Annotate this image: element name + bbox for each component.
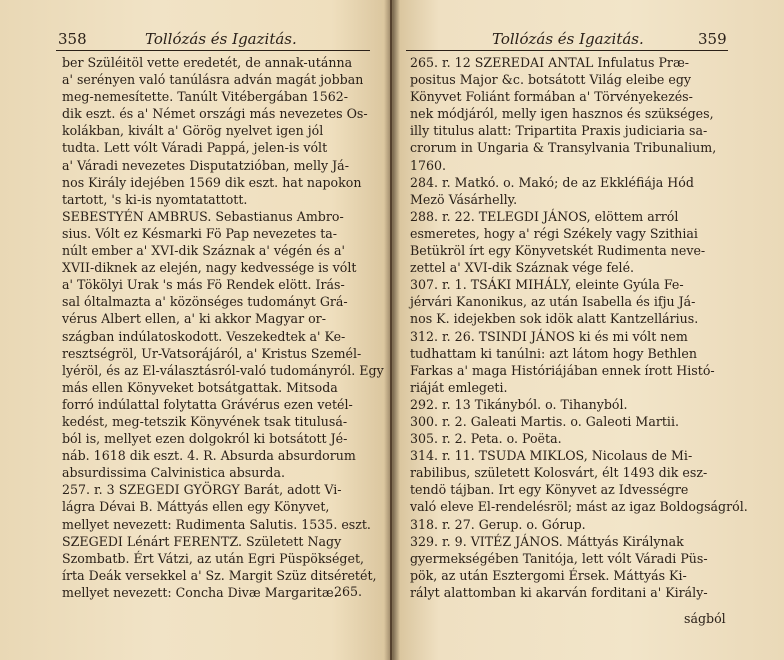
- text-line: forró indúlattal folytatta Grávérus ezen vetél-: [62, 396, 353, 412]
- text-line: SEBESTYÉN AMBRUS. Sebastianus Ambro-: [62, 208, 344, 224]
- text-line: 307. r. 1. TSÁKI MIHÁLY, eleinte Gyúla Fe-: [410, 277, 684, 293]
- text-line: 329. r. 9. VITÉZ JÁNOS. Máttyás Királynak: [410, 533, 684, 549]
- text-line: sal óltalmazta a' közönséges tudományt Grá-: [62, 294, 348, 310]
- text-line: ból is, mellyet ezen dolgokról ki botsátott Jé-: [62, 431, 348, 447]
- text-line: náb. 1618 dik eszt. 4. R. Absurda absurdorum: [62, 448, 356, 464]
- text-line: 318. r. 27. Gerup. o. Górup.: [410, 516, 586, 532]
- text-line: 312. r. 26. TSINDI JÁNOS ki és mi vólt nem: [410, 328, 688, 344]
- right-running-head: Tollózás és Igazitás.: [492, 30, 644, 48]
- text-line: riáját emlegeti.: [410, 379, 508, 395]
- text-line: illy titulus alatt: Tripartita Praxis judiciaria sa-: [410, 123, 708, 139]
- book-gutter: [384, 0, 400, 660]
- text-line: SZEGEDI Lénárt FERENTZ. Született Nagy: [62, 533, 342, 549]
- text-line: a' Tökölyi Urak 's más Fö Rendek elött. Irás-: [62, 277, 345, 293]
- text-line: vérus Albert ellen, a' ki akkor Magyar or-: [62, 311, 326, 327]
- text-line: tudta. Lett vólt Váradi Pappá, jelen-is vólt: [62, 140, 328, 156]
- text-line: dik eszt. és a' Német országi más nevezetes Os-: [62, 106, 368, 122]
- text-line: Betükröl írt egy Könyvetskét Rudimenta neve-: [410, 243, 706, 259]
- text-line: mellyet nevezett: Rudimenta Salutis. 1535. eszt.: [62, 516, 371, 532]
- text-line: pök, az után Esztergomi Érsek. Máttyás Ki-: [410, 567, 687, 583]
- text-line: Könyvet Foliánt formában a' Törvényekezés-: [410, 89, 693, 105]
- right-body-text: [410, 54, 748, 601]
- right-page: [392, 0, 784, 660]
- text-line: resztségröl, Ur-Vatsorájáról, a' Kristus Személ-: [62, 345, 362, 361]
- text-line: 305. r. 2. Peta. o. Poëta.: [410, 431, 562, 447]
- text-line: a' serényen való tanúlásra adván magát jobban: [62, 72, 364, 88]
- text-line: rályt alattomban ki akarván forditani a' Király-: [410, 584, 708, 600]
- text-line: lágra Dévai B. Máttyás ellen egy Könyvet,: [62, 499, 330, 515]
- text-line: zettel a' XVI-dik Száznak vége felé.: [410, 260, 635, 276]
- text-line: kolákban, kivált a' Görög nyelvet igen jól: [62, 123, 324, 139]
- text-line: Mezö Vásárhelly.: [410, 191, 518, 207]
- text-line: esmeretes, hogy a' régi Székely vagy Szithiai: [410, 225, 698, 241]
- text-line: 265. r. 12 SZEREDAI ANTAL Infulatus Præ-: [410, 55, 690, 70]
- text-line: positus Major &c. botsátott Világ eleibe egy: [410, 72, 692, 88]
- text-line: 300. r. 2. Galeati Martis. o. Galeoti Martii.: [410, 413, 679, 429]
- text-line: 292. r. 13 Tikányból. o. Tihanyból.: [410, 396, 628, 412]
- right-head-rule: [406, 50, 728, 51]
- left-body-text: [62, 54, 384, 601]
- text-line: mellyet nevezett: Concha Divæ Margaritæ.: [62, 584, 338, 600]
- left-page-number: 358: [58, 30, 87, 48]
- left-head-rule: [56, 50, 370, 51]
- text-line: gyermekségében Tanitója, lett vólt Váradi Püs-: [410, 550, 708, 566]
- left-catchword: 265.: [334, 584, 363, 599]
- text-line: nos Király idejében 1569 dik eszt. hat napokon: [62, 174, 362, 190]
- text-line: absurdissima Calvinistica absurda.: [62, 465, 285, 481]
- text-line: Farkas a' maga Históriájában ennek írott Histó-: [410, 362, 715, 378]
- right-page-number: 359: [698, 30, 727, 48]
- text-line: való eleve El-rendelésröl; mást az igaz Boldogságról.: [410, 499, 748, 515]
- text-line: rabilibus, született Kolosvárt, élt 1493 dik esz-: [410, 465, 708, 481]
- text-line: ber Szüléitöl vette eredetét, de annak-utánna: [62, 55, 353, 70]
- text-line: a' Váradi nevezetes Disputatzióban, melly Já-: [62, 157, 349, 173]
- text-line: 314. r. 11. TSUDA MIKLOS, Nicolaus de Mi-: [410, 448, 693, 464]
- text-line: szágban indúlatoskodott. Veszekedtek a' Ke-: [62, 328, 346, 344]
- text-line: nos K. idejekben sok idök alatt Kantzellárius.: [410, 311, 699, 327]
- text-line: tartott, 's ki-is nyomtatattott.: [62, 191, 248, 207]
- text-line: XVII-diknek az elején, nagy kedvessége is vólt: [62, 260, 357, 276]
- text-line: 284. r. Matkó. o. Makó; de az Ekkléfiája Hód: [410, 174, 694, 190]
- text-line: jérvári Kanonikus, az után Isabella és ifju Já-: [410, 294, 696, 310]
- text-line: lyéröl, és az El-választásról-való tudományról. Egy: [62, 362, 384, 378]
- text-line: kedést, meg-tetszik Könyvének tsak titulusá-: [62, 413, 348, 429]
- text-line: sius. Vólt ez Késmarki Fö Pap nevezetes ta-: [62, 225, 338, 241]
- text-line: crorum in Ungaria & Transylvania Tribunalium,: [410, 140, 717, 156]
- text-line: Szombatb. Ért Vátzi, az után Egri Püspökséget,: [62, 550, 365, 566]
- left-page: [0, 0, 390, 660]
- left-running-head: Tollózás és Igazitás.: [145, 30, 297, 48]
- text-line: meg-nemesítette. Tanúlt Vitébergában 1562-: [62, 89, 349, 105]
- text-line: tudhattam ki tanúlni: azt látom hogy Bethlen: [410, 345, 697, 361]
- right-catchword: ságból: [684, 611, 726, 626]
- text-line: tendö tájban. Irt egy Könyvet az Idvességre: [410, 482, 689, 498]
- text-line: 1760.: [410, 157, 447, 173]
- text-line: más ellen Könyveket botsátgattak. Mitsoda: [62, 379, 338, 395]
- text-line: nek módjáról, melly igen hasznos és szükséges,: [410, 106, 714, 122]
- text-line: 288. r. 22. TELEGDI JÁNOS, elöttem arról: [410, 208, 679, 224]
- text-line: írta Deák versekkel a' Sz. Margit Szüz ditséretét,: [62, 567, 377, 583]
- text-line: 257. r. 3 SZEGEDI GYÖRGY Barát, adott Vi-: [62, 482, 342, 498]
- text-line: núlt ember a' XVI-dik Száznak a' végén és a': [62, 243, 345, 259]
